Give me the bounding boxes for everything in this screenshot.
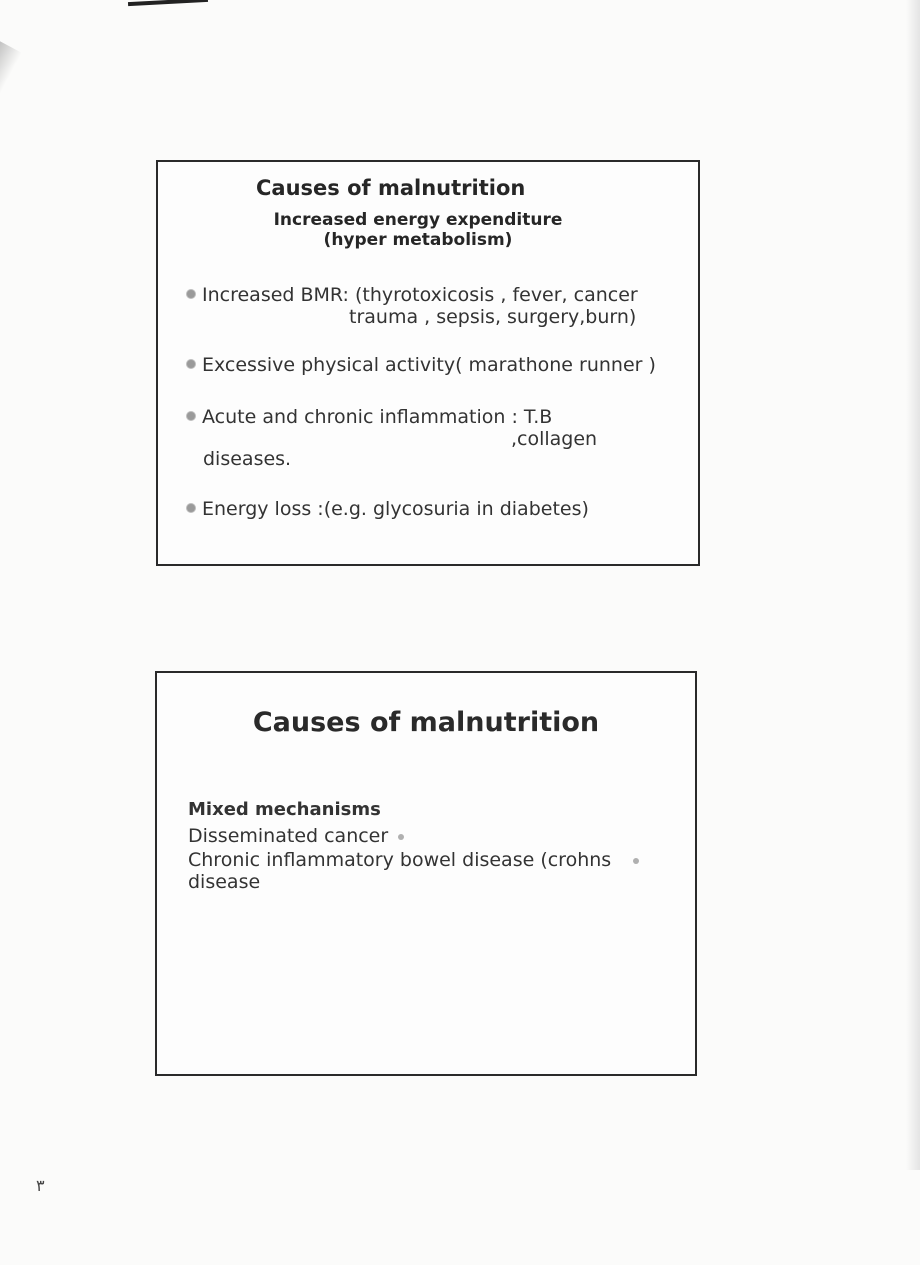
bullet-dot-icon (633, 858, 639, 864)
bullet-dot-icon (186, 289, 196, 299)
scan-top-mark (128, 0, 208, 6)
scan-right-edge (906, 0, 920, 1170)
slide-hypermetabolism (156, 160, 700, 566)
slide1-subtitle: Increased energy expenditure (hyper metabolism) (273, 210, 563, 250)
bullet-inflammation: Acute and chronic inflammation : T.B ,collagen diseases. (186, 406, 552, 428)
bullet-dot-icon (186, 503, 196, 513)
slide2-item: Disseminated cancer (188, 823, 639, 849)
bullet-dot-icon (398, 834, 404, 840)
page-number: ٣ (36, 1176, 45, 1195)
slide2-item: Chronic inflammatory bowel disease (crohns (188, 849, 639, 871)
slide2-heading: Mixed mechanisms (188, 799, 381, 820)
scan-shadow-edge (0, 20, 22, 335)
bullet-bmr: Increased BMR: (thyrotoxicosis , fever, cancer trauma , sepsis, surgery,burn) (186, 284, 638, 306)
slide1-title: Causes of malnutrition (256, 176, 526, 200)
slide-mixed-mechanisms (155, 671, 697, 1076)
slide2-title: Causes of malnutrition (252, 707, 600, 738)
bullet-dot-icon (186, 411, 196, 421)
bullet-dot-icon (186, 359, 196, 369)
bullet-energy-loss: Energy loss :(e.g. glycosuria in diabetes) (186, 498, 589, 520)
slide2-item: disease (188, 871, 261, 893)
slide2-body (188, 797, 639, 893)
bullet-physical-activity: Excessive physical activity( marathone runner ) (186, 354, 656, 376)
